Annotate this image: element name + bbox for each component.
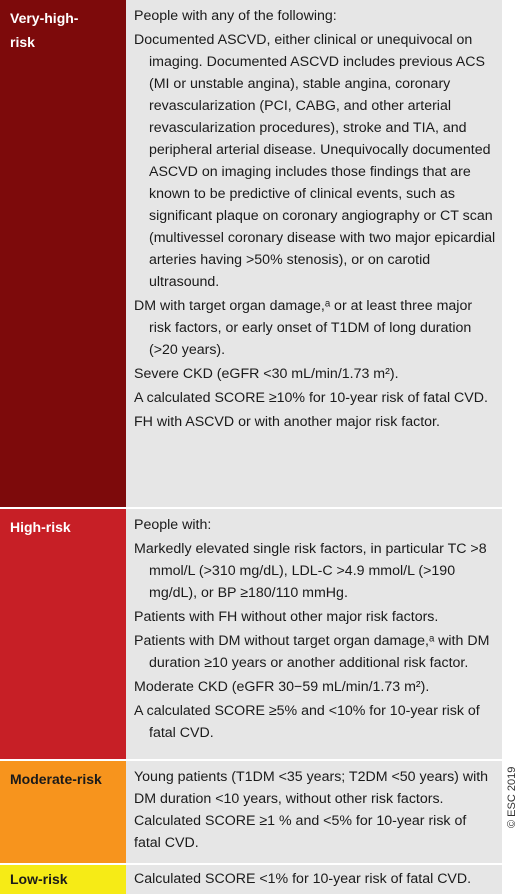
list-item: Patients with DM without target organ damage,ᵃ with DM duration ≥10 years or another additional risk factor. — [134, 633, 490, 671]
risk-row-moderate — [0, 761, 502, 865]
list-item: A calculated SCORE ≥5% and <10% for 10-year risk of fatal CVD. — [134, 703, 480, 741]
risk-label-low: Low-risk — [0, 865, 126, 894]
risk-content-moderate — [126, 761, 502, 863]
list-item: A calculated SCORE ≥10% for 10-year risk of fatal CVD. — [134, 390, 488, 406]
list-item: People with any of the following: — [134, 8, 337, 24]
copyright-notice: © ESC 2019 — [506, 766, 518, 828]
list-item: Patients with FH without other major risk factors. — [134, 609, 439, 625]
list-item: Young patients (T1DM <35 years; T2DM <50 years) with DM duration <10 years, without other risk factors. Calculated SCORE ≥1 % and <5% for 10-year risk of fatal CVD. — [134, 769, 489, 851]
list-item: Calculated SCORE <1% for 10-year risk of fatal CVD. — [134, 871, 472, 887]
list-item: People with: — [134, 517, 212, 533]
risk-content-high — [126, 509, 502, 759]
risk-label-high: High-risk — [0, 509, 126, 759]
list-item: Severe CKD (eGFR <30 mL/min/1.73 m²). — [134, 366, 399, 382]
list-item: Markedly elevated single risk factors, in particular TC >8 mmol/L (>310 mg/dL), LDL-C >4.9 mmol/L (>190 mg/dL), or BP ≥180/110 mmHg. — [134, 541, 487, 601]
list-item: Documented ASCVD, either clinical or unequivocal on imaging. Documented ASCVD includes previous ACS (MI or unstable angina), stable angina, coronary revascularization (PCI, CABG, and other arterial revascularization procedures), stroke and TIA, and peripheral arterial disease. Unequivocally documented ASCVD on imaging includes those findings that are known to be predictive of clinical events, such as significant plaque on coronary angiography or CT scan (multivessel coronary disease with two major epicardial arteries having >50% stenosis), or on carotid ultrasound. — [134, 32, 496, 290]
risk-label-very-high: Very-high-risk — [0, 0, 126, 507]
risk-content-low — [126, 865, 502, 894]
risk-label-moderate: Moderate-risk — [0, 761, 126, 863]
list-item: Moderate CKD (eGFR 30−59 mL/min/1.73 m²). — [134, 679, 430, 695]
risk-content-very-high — [126, 0, 502, 507]
list-item: FH with ASCVD or with another major risk factor. — [134, 414, 440, 430]
risk-row-high — [0, 509, 502, 761]
risk-row-low — [0, 865, 502, 894]
list-item: DM with target organ damage,ᵃ or at least three major risk factors, or early onset of T1DM of long duration (>20 years). — [134, 298, 473, 358]
